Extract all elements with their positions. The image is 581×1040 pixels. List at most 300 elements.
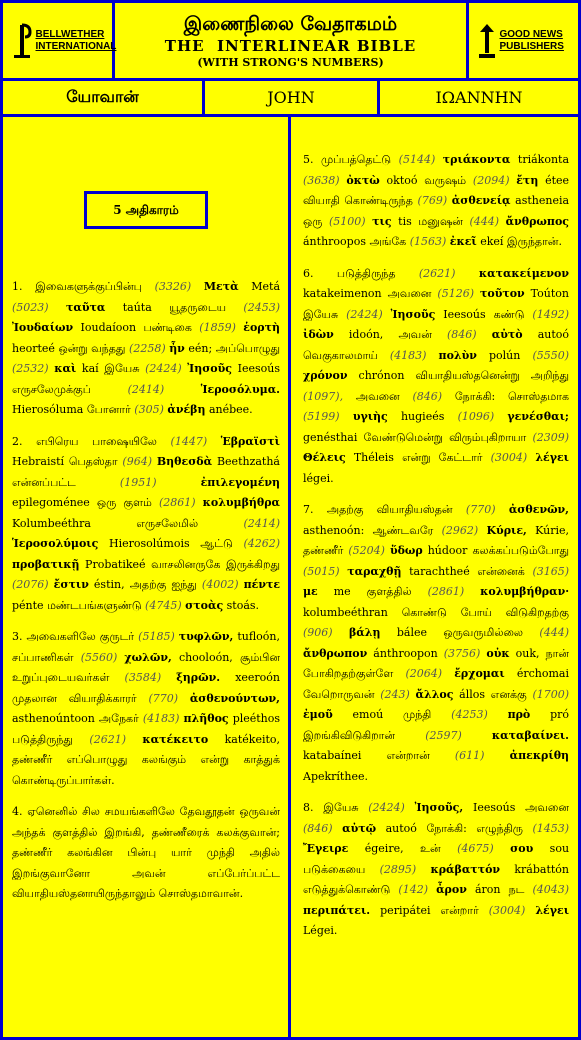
strong-number: (4183) <box>389 348 427 362</box>
transliteration: xeeroón <box>235 671 281 684</box>
strong-number: (2861) <box>158 496 196 509</box>
greek-word: Ἑβραϊστὶ <box>220 434 280 448</box>
strong-number: (5100) <box>329 214 366 228</box>
strong-number: (444) <box>469 214 500 228</box>
greek-word: ἔστιν <box>53 578 89 591</box>
greek-word: ἑορτὴ <box>243 321 281 334</box>
transliteration: állos <box>459 687 486 701</box>
tamil-text: அவன் <box>398 328 432 341</box>
transliteration: emoú <box>352 708 384 721</box>
tamil-text: எழுந்திரு <box>476 821 523 835</box>
tamil-text: ஐந்து <box>171 578 197 591</box>
strong-number: (5015) <box>303 564 340 578</box>
greek-word: ἐκεῖ <box>449 235 477 248</box>
tamil-text: ஒரு <box>303 214 323 228</box>
tamil-text: அவனை <box>387 287 432 300</box>
strong-number: (964) <box>122 455 153 468</box>
greek-word: χρόνον <box>303 369 348 382</box>
good-news-logo <box>466 3 578 78</box>
tamil-text: அநேகர் <box>98 712 139 725</box>
transliteration: asthenoúntoon <box>12 712 95 725</box>
tamil-text: முதலான <box>12 691 57 705</box>
tamil-text: இருக்கிறது <box>226 557 280 571</box>
greek-word: τυφλῶν, <box>178 630 234 643</box>
greek-word: ἀσθενῶν, <box>508 503 570 516</box>
greek-word: ἐμοῦ <box>303 708 333 721</box>
tamil-text: ஆட்டு <box>200 537 233 550</box>
tamil-text: மண்டபங்களுண்டு <box>47 598 142 612</box>
greek-word: ἄνθρωπος <box>505 214 569 228</box>
transliteration: polún <box>488 348 521 362</box>
tamil-text: பெதஸ்தா <box>68 455 118 468</box>
strong-number: (3165) <box>532 564 570 578</box>
transliteration: éstin, <box>93 578 125 591</box>
verse <box>12 802 280 905</box>
greek-word: περιπάτει. <box>303 903 371 917</box>
greek-word: ἄλλος <box>415 687 454 701</box>
strong-number: (5126) <box>437 287 474 300</box>
transliteration: autoó <box>385 821 417 835</box>
strong-number: (2597) <box>425 728 462 742</box>
greek-word: ὀκτὼ <box>346 173 380 187</box>
greek-word: ἔτη <box>516 173 539 187</box>
tamil-text: நட <box>508 883 525 896</box>
transliteration: Hebraistí <box>12 455 65 468</box>
greek-word: αὐτὸ <box>491 328 523 341</box>
tamil-text: எனக்கு <box>490 687 527 701</box>
tamil-text: இவைகளுக்குப்பின்பு <box>35 280 142 293</box>
greek-word: κολυμβήθρα <box>202 496 281 509</box>
tamil-text: படுக்கையை <box>303 862 366 876</box>
greek-word: ἦν <box>169 341 185 355</box>
tamil-text: கலக்கப்படும்போது <box>472 544 569 557</box>
tamil-text: அப்பொழுது <box>215 341 280 355</box>
verse-number: 7. <box>303 503 314 516</box>
transliteration: chrónon <box>358 369 405 382</box>
title-block <box>115 3 466 78</box>
greek-word: ἀσθενούντων, <box>189 691 281 705</box>
tamil-text: ஒன்று வந்தது <box>58 341 126 355</box>
transliteration: genésthai <box>303 430 358 444</box>
strong-number: (1097), <box>303 389 344 403</box>
tamil-text: இருந்தான். <box>506 235 562 248</box>
tamil-text: உன் <box>420 842 441 855</box>
transliteration: oktoó <box>386 173 418 187</box>
tamil-text: கொண்டு போய் <box>401 605 492 619</box>
tamil-text: அதற்கு வியாதியஸ்தன் <box>326 503 453 516</box>
tamil-text: குளத்தில் <box>366 585 412 598</box>
tamil-text: தண்ணீர் <box>303 544 344 557</box>
strong-number: (906) <box>303 626 333 639</box>
strong-number: (3326) <box>154 280 192 293</box>
book-name-greek: ΙΩΑΝΝΗΝ <box>435 88 523 107</box>
transliteration: idoón, <box>348 328 384 341</box>
greek-word: με <box>303 585 318 598</box>
strong-number: (2962) <box>441 523 479 537</box>
greek-word: ἆρον <box>436 883 467 896</box>
transliteration: Ieesoús <box>237 362 280 375</box>
tamil-text: என்றார் <box>440 903 479 917</box>
transliteration: tufloón, <box>237 630 281 643</box>
left-verses <box>12 277 280 905</box>
transliteration: érchomai <box>516 667 569 680</box>
greek-word: Ἱεροσολύμοις <box>12 537 99 550</box>
strong-number: (2621) <box>418 266 456 280</box>
verse <box>303 150 569 253</box>
tamil-text: என்று கேட்டார் <box>402 451 483 464</box>
strong-number: (3584) <box>124 671 162 684</box>
strong-number: (2532) <box>12 362 49 375</box>
greek-word: Μετὰ <box>203 280 239 293</box>
tamil-text: ஒரு குளம் <box>96 496 152 509</box>
verse <box>12 627 280 791</box>
verse-number: 3. <box>12 630 23 643</box>
greek-word: καταβαίνει. <box>491 728 569 742</box>
strong-number: (5185) <box>138 630 175 643</box>
tamil-text: வியாதிக்காரர் <box>68 691 137 705</box>
transliteration: kaí <box>81 362 99 375</box>
transliteration: Apekríthee. <box>303 769 368 783</box>
tamil-text: என்றான் <box>386 749 430 762</box>
greek-word: ἰδὼν <box>303 328 334 341</box>
transliteration: Ieesoús <box>472 801 516 814</box>
tamil-text: வருஷம் <box>424 173 467 187</box>
greek-word: Κύριε, <box>486 523 527 537</box>
tamil-text: யூதருடைய <box>169 300 227 314</box>
verse <box>12 277 280 421</box>
bellwether-logo-text: BELLWETHER INTERNATIONAL <box>35 28 117 52</box>
verse-number: 1. <box>12 280 23 293</box>
tamil-text: தண்ணீர் எப்பொழுது கலங்கும் <box>12 753 187 766</box>
greek-word: ἀνέβη <box>167 403 206 416</box>
transliteration: Ieesoús <box>443 307 486 321</box>
transliteration: Hierosóluma <box>12 403 84 416</box>
transliteration: áron <box>474 883 501 896</box>
transliteration: tis <box>398 214 412 228</box>
transliteration: taúta <box>122 300 152 314</box>
transliteration: stoás. <box>226 598 260 612</box>
greek-word: Ἰουδαίων <box>12 321 74 334</box>
strong-number: (2424) <box>145 362 182 375</box>
tamil-text: ஆண்டவரே <box>372 523 434 537</box>
transliteration: étee <box>545 173 570 187</box>
tamil-text: எடுத்துக்கொண்டு <box>303 883 391 896</box>
greek-word: κράβαττόν <box>430 862 501 876</box>
strong-number: (5023) <box>12 300 49 314</box>
transliteration: Kolumbeéthra <box>12 516 91 530</box>
transliteration: krábattón <box>514 862 570 876</box>
transliteration: chooloón, <box>178 650 233 664</box>
right-verses <box>303 150 569 942</box>
transliteration: Kúrie, <box>535 523 569 537</box>
tamil-text: எருசலேமில் <box>136 516 199 530</box>
transliteration: bálee <box>396 626 427 639</box>
strong-number: (2453) <box>243 300 280 314</box>
strong-number: (1951) <box>119 475 157 489</box>
verse-number: 2. <box>12 434 23 448</box>
greek-word: Θέλεις <box>303 451 346 464</box>
tamil-text: எபிரெய பாஷையிலே <box>36 434 157 448</box>
transliteration: eén; <box>188 341 213 355</box>
transliteration: Toúton <box>530 287 569 300</box>
tamil-text: அவனை <box>525 801 569 814</box>
greek-word: Βηθεσδὰ <box>156 455 213 468</box>
strong-number: (2424) <box>368 801 405 814</box>
greek-word: Ἱεροσόλυμα. <box>200 382 281 396</box>
transliteration: triákonta <box>517 153 570 166</box>
strong-number: (2064) <box>405 667 443 680</box>
strong-number: (2424) <box>346 307 383 321</box>
strong-number: (846) <box>412 389 443 403</box>
strong-number: (4002) <box>201 578 239 591</box>
transliteration: Hierosolúmois <box>109 537 190 550</box>
greek-word: ξηρῶν. <box>176 671 221 684</box>
greek-word: λέγει <box>535 903 570 917</box>
greek-word: κατακείμενον <box>478 266 570 280</box>
strong-number: (3004) <box>488 903 526 917</box>
transliteration: ouk, <box>515 646 540 660</box>
greek-word: κατέκειτο <box>142 732 209 746</box>
tamil-text: முப்பத்தெட்டு <box>321 153 392 166</box>
greek-word: βάλῃ <box>348 626 381 639</box>
transliteration: ánthroopos <box>303 235 366 248</box>
tamil-text: முந்தி <box>403 708 432 721</box>
strong-number: (2414) <box>243 516 281 530</box>
greek-word: Ἰησοῦς <box>187 362 232 375</box>
verse <box>303 500 569 787</box>
strong-number: (2895) <box>379 862 417 876</box>
greek-word: τις <box>372 214 392 228</box>
tamil-text: ஏனெனில் சில சமயங்களிலே தேவதூதன் ஒருவன் அந்தக் குளத்தில் இறங்கி, தண்ணீரைக் கலக்குவான்; தண்ணீர் கலங்கின பின்பு யார் முந்தி அதில் இறங்குவானோ அவன் எப்பேர்ப்பட்ட வியாதியஸ்தனாயிருந்தாலும் சொஸ்தமாவான். <box>12 805 280 900</box>
transliteration: Beethzathá <box>216 455 280 468</box>
transliteration: pró <box>550 708 570 721</box>
strong-number: (5199) <box>303 410 340 423</box>
transliteration: Légei. <box>303 924 338 937</box>
book-name-tamil: யோவான் <box>3 81 205 114</box>
tamil-text: வெகுகாலமாய் <box>303 348 378 362</box>
greek-word: ταῦτα <box>65 300 106 314</box>
title-english: THE INTERLINEAR BIBLE <box>164 36 417 55</box>
transliteration: Théleis <box>353 451 394 464</box>
greek-word: ἀσθενείᾳ <box>451 194 511 207</box>
tamil-text: இயேசு <box>323 801 359 814</box>
greek-word: καὶ <box>54 362 77 375</box>
tamil-text: சூம்பின உறுப்புடையவர்கள் <box>12 650 281 684</box>
greek-word: Ἰησοῦς, <box>414 801 464 814</box>
transliteration: me <box>333 585 351 598</box>
verse-number: 5. <box>303 153 314 166</box>
transliteration: húdoor <box>427 544 468 557</box>
strong-number: (4675) <box>457 842 494 855</box>
tamil-text: என்று காத்துக் கொண்டிருப்பார்கள். <box>12 753 280 787</box>
strong-number: (243) <box>380 687 410 701</box>
tamil-text: நான் <box>545 646 570 660</box>
tamil-text: என்னைக் <box>477 564 525 578</box>
tamil-text: படுத்திருந்த <box>336 266 396 280</box>
transliteration: égeire, <box>364 842 404 855</box>
book-title-bar <box>3 78 578 117</box>
transliteration: tarachtheé <box>409 564 470 578</box>
transliteration: heorteé <box>12 341 55 355</box>
verse <box>303 798 569 942</box>
strong-number: (846) <box>303 821 333 835</box>
greek-word: χωλῶν, <box>124 650 172 664</box>
strong-number: (770) <box>465 503 496 516</box>
verse <box>303 264 569 490</box>
strong-number: (1096) <box>457 410 495 423</box>
transliteration: kolumbeéthran <box>303 605 388 619</box>
right-column <box>291 117 578 1037</box>
greek-word: Ἔγειρε <box>303 842 349 855</box>
strong-number: (305) <box>134 403 164 416</box>
strong-number: (5560) <box>80 650 118 664</box>
strong-number: (444) <box>539 626 570 639</box>
tamil-text: எருசலேமுக்குப் <box>12 382 91 396</box>
transliteration: hugieés <box>400 410 445 423</box>
tamil-text: அதற்கு <box>129 578 167 591</box>
tamil-text: இயேசு <box>104 362 140 375</box>
strong-number: (142) <box>398 883 428 896</box>
book-name-english: JOHN <box>205 81 380 114</box>
transliteration: katékeito, <box>224 732 281 746</box>
greek-word: προβατικῇ <box>12 557 80 571</box>
transliteration: peripátei <box>380 903 431 917</box>
greek-word: πέντε <box>243 578 281 591</box>
transliteration: katakeimenon <box>303 287 382 300</box>
greek-word: στοὰς <box>185 598 224 612</box>
tamil-text: வேண்டுமென்று விரும்புகிறாயா <box>363 430 527 444</box>
strong-number: (3638) <box>303 173 340 187</box>
transliteration: anébee. <box>208 403 253 416</box>
transliteration: pénte <box>12 598 44 612</box>
strong-number: (770) <box>148 691 179 705</box>
greek-word: λέγει <box>535 451 569 464</box>
tamil-text: படுத்திருந்து <box>12 732 73 746</box>
tamil-text: இறங்கிவிடுகிறான் <box>303 728 396 742</box>
greek-word: οὐκ <box>486 646 510 660</box>
strong-number: (1492) <box>532 307 569 321</box>
chapter-label: 5 அதிகாரம் <box>84 191 208 229</box>
tamil-text: நோக்கி: <box>426 821 467 835</box>
transliteration: Ioudaíoon <box>80 321 137 334</box>
strong-number: (5204) <box>348 544 385 557</box>
transliteration: Metá <box>251 280 281 293</box>
transliteration: astheneia <box>515 194 570 207</box>
tamil-text: வாசலினருகே <box>151 557 221 571</box>
greek-word: Ἰησοῦς <box>390 307 436 321</box>
greek-word: τριάκοντα <box>442 153 511 166</box>
strong-number: (2621) <box>89 732 126 746</box>
greek-word: πλῆθος <box>183 712 229 725</box>
greek-word: αὐτῷ <box>342 821 377 835</box>
left-column <box>3 117 291 1037</box>
greek-word: τοῦτον <box>479 287 525 300</box>
transliteration: Probatikeé <box>85 557 146 571</box>
transliteration: autoó <box>537 328 570 341</box>
strong-number: (4262) <box>243 537 281 550</box>
title-tamil: இணைநிலை வேதாகமம் <box>183 12 398 35</box>
verse-number: 6. <box>303 266 314 280</box>
transliteration: katabaínei <box>303 749 362 762</box>
greek-word: πολὺν <box>438 348 477 362</box>
tamil-text: வேறொருவன் <box>303 687 375 701</box>
greek-word: ἔρχομαι <box>454 667 505 680</box>
tamil-text: அங்கே <box>369 235 407 248</box>
transliteration: ekeí <box>480 235 504 248</box>
tamil-text: போகிறதற்குள்ளே <box>303 667 394 680</box>
strong-number: (2258) <box>129 341 166 355</box>
strong-number: (1859) <box>199 321 236 334</box>
tamil-text: மனுஷன் <box>418 214 463 228</box>
greek-word: σου <box>510 842 534 855</box>
page-header <box>3 3 578 78</box>
tamil-text: விடுகிறதற்கு <box>505 605 569 619</box>
strong-number: (1700) <box>532 687 570 701</box>
strong-number: (1563) <box>409 235 447 248</box>
strong-number: (4043) <box>532 883 570 896</box>
greek-word: ἐπιλεγομένη <box>200 475 281 489</box>
tamil-text: ஒருவருமில்லை <box>443 626 524 639</box>
tamil-text: நோக்கி: சொஸ்தமாக <box>454 389 570 403</box>
strong-number: (1453) <box>532 821 570 835</box>
transliteration: pleéthos <box>232 712 281 725</box>
strong-number: (846) <box>447 328 477 341</box>
strong-number: (4745) <box>145 598 182 612</box>
transliteration: ánthroopon <box>373 646 438 660</box>
title-subtitle: (WITH STRONG'S NUMBERS) <box>197 55 384 69</box>
bellwether-logo <box>3 3 115 78</box>
verse-number: 4. <box>12 805 23 818</box>
strong-number: (2414) <box>127 382 165 396</box>
strong-number: (1447) <box>170 434 208 448</box>
strong-number: (3756) <box>443 646 481 660</box>
tamil-text: அவைகளிலே குருடர் <box>26 630 135 643</box>
verse-number: 8. <box>303 801 314 814</box>
tamil-text: இயேசு <box>303 307 339 321</box>
greek-word: υγιὴς <box>352 410 388 423</box>
greek-word: ὕδωρ <box>389 544 423 557</box>
strong-number: (4253) <box>451 708 488 721</box>
transliteration: epilegoménee <box>12 496 90 509</box>
strong-number: (611) <box>454 749 485 762</box>
transliteration: asthenoón: <box>303 523 365 537</box>
strong-number: (2094) <box>472 173 510 187</box>
tamil-text: வியாதி கொண்டிருந்த <box>303 194 413 207</box>
strong-number: (2309) <box>532 430 570 444</box>
strong-number: (2076) <box>12 578 49 591</box>
transliteration: légei. <box>303 471 334 485</box>
news-logo-icon <box>478 23 496 59</box>
verse <box>12 432 280 617</box>
tamil-text: வியாதியஸ்தனென்று அறிந்து <box>415 369 570 382</box>
greek-word: ταραχθῇ <box>347 564 402 578</box>
greek-word: ἀπεκρίθη <box>509 749 570 762</box>
greek-word: κολυμβήθραν· <box>480 585 570 598</box>
tamil-text: பண்டிகை <box>143 321 192 334</box>
tamil-text: சப்பாணிகள் <box>12 650 74 664</box>
strong-number: (5550) <box>532 348 570 362</box>
shepherd-logo-icon <box>12 23 32 59</box>
tamil-text: போனார் <box>86 403 131 416</box>
tamil-text: அவனை <box>355 389 400 403</box>
greek-word: πρὸ <box>507 708 531 721</box>
strong-number: (5144) <box>398 153 436 166</box>
greek-word: γενέσθαι; <box>507 410 569 423</box>
tamil-text: என்னப்பட்ட <box>12 475 76 489</box>
transliteration: sou <box>549 842 570 855</box>
strong-number: (769) <box>417 194 448 207</box>
strong-number: (2861) <box>427 585 465 598</box>
